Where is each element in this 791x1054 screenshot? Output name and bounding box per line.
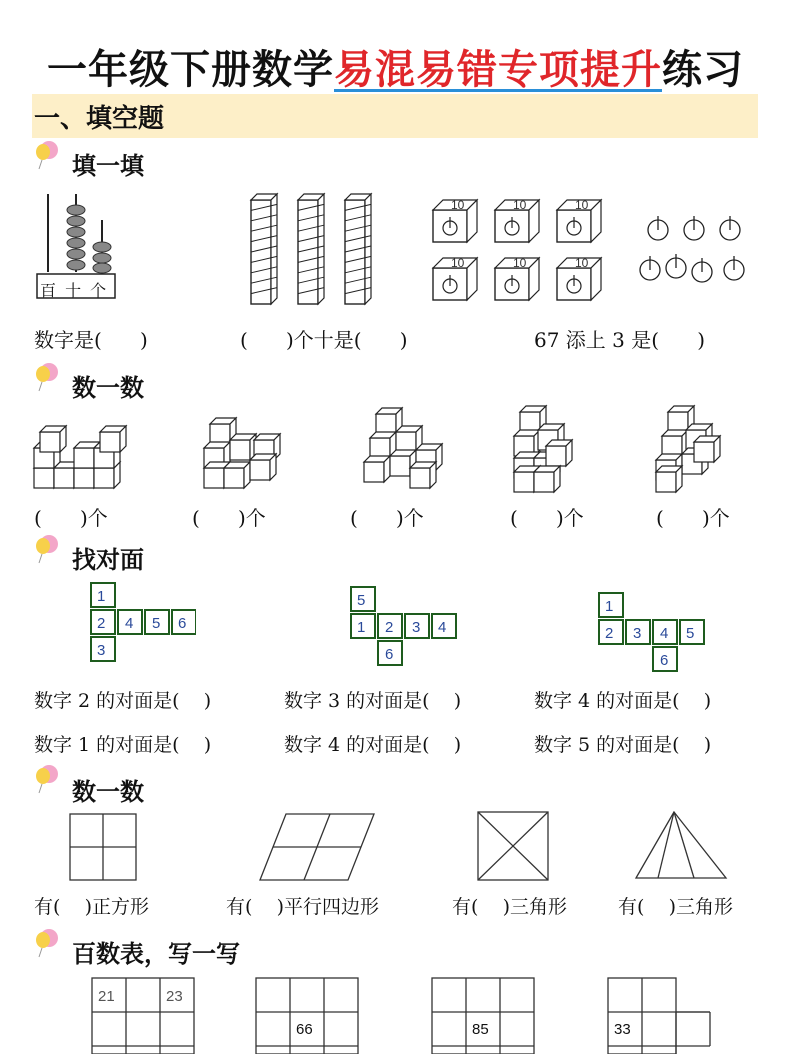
fill-question-3: 67 添上 3 是( ) [534,328,705,352]
opposite-question: 数字 4 的对面是( ) [284,734,462,756]
balloon-icon [34,534,60,564]
count-answer-5: ( )个 [656,506,730,530]
subsection-hundred-chart: 百数表，写一写 [72,939,240,968]
count-answer-3: ( )个 [350,506,424,530]
box-label: 10 [451,256,465,270]
shape-answer-triangles-2: 有( )三角形 [618,896,733,918]
grid-number: 66 [296,1021,313,1038]
net-cell: 6 [660,652,669,669]
balloon-icon [34,140,60,170]
balloon-icon [34,928,60,958]
hundred-grid-2 [254,976,362,1054]
box-label: 10 [575,256,589,270]
box-label: 10 [513,198,527,212]
balloon-icon [34,764,60,794]
hundred-grid-4 [606,976,714,1054]
count-answer-2: ( )个 [192,506,266,530]
ten-rods-figure [248,192,378,306]
title-highlight: 易混易错专项提升 [334,46,662,93]
shape-answer-parallelograms: 有( )平行四边形 [226,896,379,918]
net-cell: 3 [633,625,642,642]
hundred-grid-3 [430,976,538,1054]
net-cell: 2 [97,615,106,632]
shape-answer-squares: 有( )正方形 [34,896,149,918]
net-cell: 4 [125,615,134,632]
loose-ones-figure [636,208,752,288]
net-cell: 3 [97,642,106,659]
count-answer-4: ( )个 [510,506,584,530]
net-cell: 6 [385,646,394,663]
grid-number: 33 [614,1021,631,1038]
hundred-grid-1 [90,976,200,1054]
subsection-count-shapes: 数一数 [72,777,144,806]
cube-net-1 [90,582,196,664]
abacus-labels: 百 十 个 [40,281,109,300]
net-cell: 6 [178,615,187,632]
opposite-question: 数字 1 的对面是( ) [34,734,212,756]
net-cell: 2 [605,625,614,642]
shape-answer-triangles-1: 有( )三角形 [452,896,567,918]
fill-question-2: ( )个十是( ) [240,328,408,352]
box-label: 10 [451,198,465,212]
cube-stacks-figure [30,400,760,496]
title-prefix: 一年级下册数学 [47,46,334,93]
cube-net-2 [350,586,458,668]
fill-question-1: 数字是( ) [34,328,148,352]
subsection-find-opposite: 找对面 [72,545,144,574]
cube-net-3 [598,592,706,674]
opposite-question: 数字 2 的对面是( ) [34,690,212,712]
grid-number: 23 [166,988,183,1005]
net-cell: 5 [152,615,161,632]
net-cell: 2 [385,619,394,636]
opposite-question: 数字 3 的对面是( ) [284,690,462,712]
shapes-figure [30,808,760,884]
net-cell: 5 [357,592,366,609]
page-title [0,38,791,95]
subsection-count-cubes: 数一数 [72,373,144,402]
grid-number: 21 [98,988,115,1005]
net-cell: 1 [605,598,614,615]
net-cell: 1 [97,588,106,605]
grid-number: 85 [472,1021,489,1038]
title-suffix: 练习 [662,46,744,93]
box-label: 10 [575,198,589,212]
box-label: 10 [513,256,527,270]
subsection-fill: 填一填 [72,151,144,180]
opposite-question: 数字 5 的对面是( ) [534,734,712,756]
net-cell: 1 [357,619,366,636]
net-cell: 5 [686,625,695,642]
section-title: 一、填空题 [34,104,165,134]
opposite-question: 数字 4 的对面是( ) [534,690,712,712]
balloon-icon [34,362,60,392]
boxes-of-ten-figure [430,196,610,306]
count-answer-1: ( )个 [34,506,108,530]
net-cell: 4 [660,625,669,642]
net-cell: 3 [412,619,421,636]
net-cell: 4 [438,619,447,636]
